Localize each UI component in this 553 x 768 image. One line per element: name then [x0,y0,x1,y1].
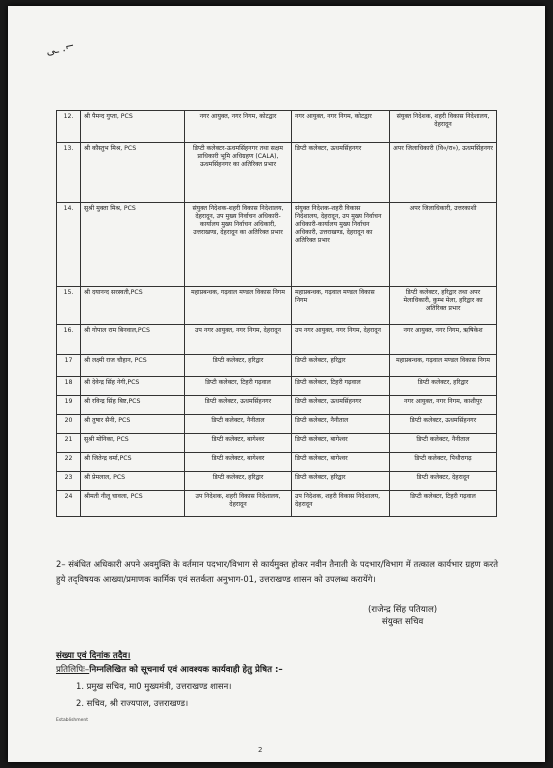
officer-name-cell: श्री दयानन्द सरस्वती,PCS [81,287,185,325]
serial-cell: 17 [57,355,81,377]
new-posting-cell: नगर आयुक्त, नगर निगम, ऋषिकेश [390,325,497,355]
officer-name-cell: सुश्री मुक्ता मिश्र, PCS [81,203,185,287]
signatory-name: (राजेन्द्र सिंह पतियाल) [368,605,438,615]
new-posting-cell: डिप्टी कलेक्टर, हरिद्वार तथा अपर मेलाधिकारी, कुम्भ मेला, हरिद्वार का अतिरिक्त प्रभार [390,287,497,325]
new-posting-cell: डिप्टी कलेक्टर, हरिद्वार [390,377,497,396]
serial-cell: 19 [57,396,81,415]
new-posting-cell: डिप्टी कलेक्टर, देहरादून [390,472,497,491]
released-post-cell: डिप्टी कलेक्टर, ऊधमसिंहनगर [292,396,390,415]
released-post-cell: डिप्टी कलेक्टर, नैनीताल [292,415,390,434]
officer-name-cell: श्री कौस्तुभ मिश्र, PCS [81,143,185,203]
officer-name-cell: श्रीमती नीलू चावला, PCS [81,491,185,517]
reference-line: संख्या एवं दिनांक तदैव। [56,651,131,661]
new-posting-cell: डिप्टी कलेक्टर, टिहरी गढ़वाल [390,491,497,517]
current-post-cell: नगर आयुक्त, नगर निगम, कोटद्वार [185,111,292,143]
table-row [57,203,497,287]
current-post-cell: महाप्रबन्धक, गढ़वाल मण्डल विकास निगम [185,287,292,325]
current-post-cell: डिप्टी कलेक्टर-ऊधमसिंहनगर तथा सक्षम प्राधिकारी भूमि अधिग्रहण (CALA), ऊधमसिंहनगर का अतिरिक्त प्रभार [185,143,292,203]
handwritten-mark: ـى .⌐ [44,39,76,58]
serial-cell: 15. [57,287,81,325]
released-post-cell: डिप्टी कलेक्टर, ऊधमसिंहनगर [292,143,390,203]
officer-name-cell: श्री पैमन्द गुप्ता, PCS [81,111,185,143]
serial-cell: 24 [57,491,81,517]
serial-cell: 16. [57,325,81,355]
officer-name-cell: श्री लक्ष्मी राज चौहान, PCS [81,355,185,377]
signatory-designation: संयुक्त सचिव [381,617,424,627]
copy-list [76,678,231,712]
current-post-cell: डिप्टी कलेक्टर, हरिद्वार [185,355,292,377]
table-row [57,472,497,491]
table-row [57,325,497,355]
released-post-cell: डिप्टी कलेक्टर, हरिद्वार [292,355,390,377]
table-row [57,491,497,517]
current-post-cell: डिप्टी कलेक्टर, ऊधमसिंहनगर [185,396,292,415]
current-post-cell: डिप्टी कलेक्टर, बागेश्वर [185,453,292,472]
serial-cell: 21 [57,434,81,453]
officer-name-cell: श्री तुषार सैनी, PCS [81,415,185,434]
current-post-cell: डिप्टी कलेक्टर, नैनीताल [185,415,292,434]
released-post-cell: उप निदेशक, शहरी विकास निदेशालय, देहरादून [292,491,390,517]
officer-name-cell: श्री देवेन्द्र सिंह नेगी,PCS [81,377,185,396]
officer-name-cell: श्री गोपाल राम बिनवाल,PCS [81,325,185,355]
released-post-cell: डिप्टी कलेक्टर, बागेश्वर [292,434,390,453]
released-post-cell: संयुक्त निदेशक-शहरी विकास निदेशालय, देहरादून, उप मुख्य निर्वाचन अधिकारी-कार्यालय मुख्य निर्वाचन अधिकारी, उत्तराखण्ड, देहरादून का अतिरिक्त प्रभार [292,203,390,287]
officer-name-cell: श्री जितेन्द्र वर्मा,PCS [81,453,185,472]
table-row [57,396,497,415]
officer-name-cell: सुश्री मोनिका, PCS [81,434,185,453]
current-post-cell: डिप्टी कलेक्टर, बागेश्वर [185,434,292,453]
serial-cell: 12. [57,111,81,143]
released-post-cell: नगर आयुक्त, नगर निगम, कोटद्वार [292,111,390,143]
table-row [57,377,497,396]
released-post-cell: महाप्रबन्धक, गढ़वाल मण्डल विकास निगम [292,287,390,325]
new-posting-cell: डिप्टी कलेक्टर, ऊधमसिंहनगर [390,415,497,434]
current-post-cell: उप नगर आयुक्त, नगर निगम, देहरादून [185,325,292,355]
serial-cell: 20 [57,415,81,434]
new-posting-cell: डिप्टी कलेक्टर, पिथौरागढ़ [390,453,497,472]
new-posting-cell: महाप्रबन्धक, गढ़वाल मण्डल विकास निगम [390,355,497,377]
instruction-paragraph: 2– संबंधित अधिकारी अपने अवमुक्ति के वर्तमान पदभार/विभाग से कार्यमुक्त होकर नवीन तैनाती के पदभार/विभाग में तत्काल कार्यभार ग्रहण करते हुये तद्‌विषयक आख्या/प्रमाणक कार्मिक एवं सतर्कता अनुभाग-01, उत्तराखण्ड शासन को उपलब्ध करायेंगे। [56,559,498,584]
serial-cell: 18 [57,377,81,396]
establishment-note: Establishment [56,718,89,723]
transfer-table [56,110,497,517]
current-post-cell: संयुक्त निदेशक-शहरी विकास निदेशालय, देहरादून, उप मुख्य निर्वाचन अधिकारी-कार्यालय मुख्य निर्वाचन अधिकारी, उत्तराखण्ड, देहरादून का अतिरिक्त प्रभार [185,203,292,287]
current-post-cell: उप निदेशक, शहरी विकास निदेशालय, देहरादून [185,491,292,517]
released-post-cell: डिप्टी कलेक्टर, हरिद्वार [292,472,390,491]
table-row [57,287,497,325]
serial-cell: 22 [57,453,81,472]
new-posting-cell: अपर जिलाधिकारी (वि०/रा०), ऊधमसिंहनगर [390,143,497,203]
serial-cell: 14. [57,203,81,287]
officer-name-cell: श्री प्रेमलाल, PCS [81,472,185,491]
current-post-cell: डिप्टी कलेक्टर, टिहरी गढ़वाल [185,377,292,396]
copy-line [56,664,283,676]
copy-item: 2. सचिव, श्री राज्यपाल, उत्तराखण्ड। [76,698,189,708]
page-number: 2 [258,746,263,754]
released-post-cell: डिप्टी कलेक्टर, बागेश्वर [292,453,390,472]
officer-name-cell: श्री रविन्द्र सिंह बिष्ट,PCS [81,396,185,415]
new-posting-cell: नगर आयुक्त, नगर निगम, काशीपुर [390,396,497,415]
released-post-cell: उप नगर आयुक्त, नगर निगम, देहरादून [292,325,390,355]
document-page [8,6,545,762]
table-row [57,415,497,434]
copy-item: 1. प्रमुख सचिव, मा0 मुख्यमंत्री, उत्तराखण्ड शासन। [76,681,232,691]
copy-label: प्रतिलिपिः– [56,665,90,675]
signature-block [368,604,437,628]
table-row [57,355,497,377]
table-row [57,434,497,453]
new-posting-cell: अपर जिलाधिकारी, उत्तरकाशी [390,203,497,287]
table-row [57,111,497,143]
copy-text: निम्नलिखित को सूचनार्थ एवं आवश्यक कार्यवाही हेतु प्रेषित :– [89,665,283,675]
table-row [57,143,497,203]
new-posting-cell: डिप्टी कलेक्टर, नैनीताल [390,434,497,453]
new-posting-cell: संयुक्त निदेशक, शहरी विकास निदेशालय, देहरादून [390,111,497,143]
released-post-cell: डिप्टी कलेक्टर, टिहरी गढ़वाल [292,377,390,396]
current-post-cell: डिप्टी कलेक्टर, हरिद्वार [185,472,292,491]
table-row [57,453,497,472]
serial-cell: 23 [57,472,81,491]
serial-cell: 13. [57,143,81,203]
